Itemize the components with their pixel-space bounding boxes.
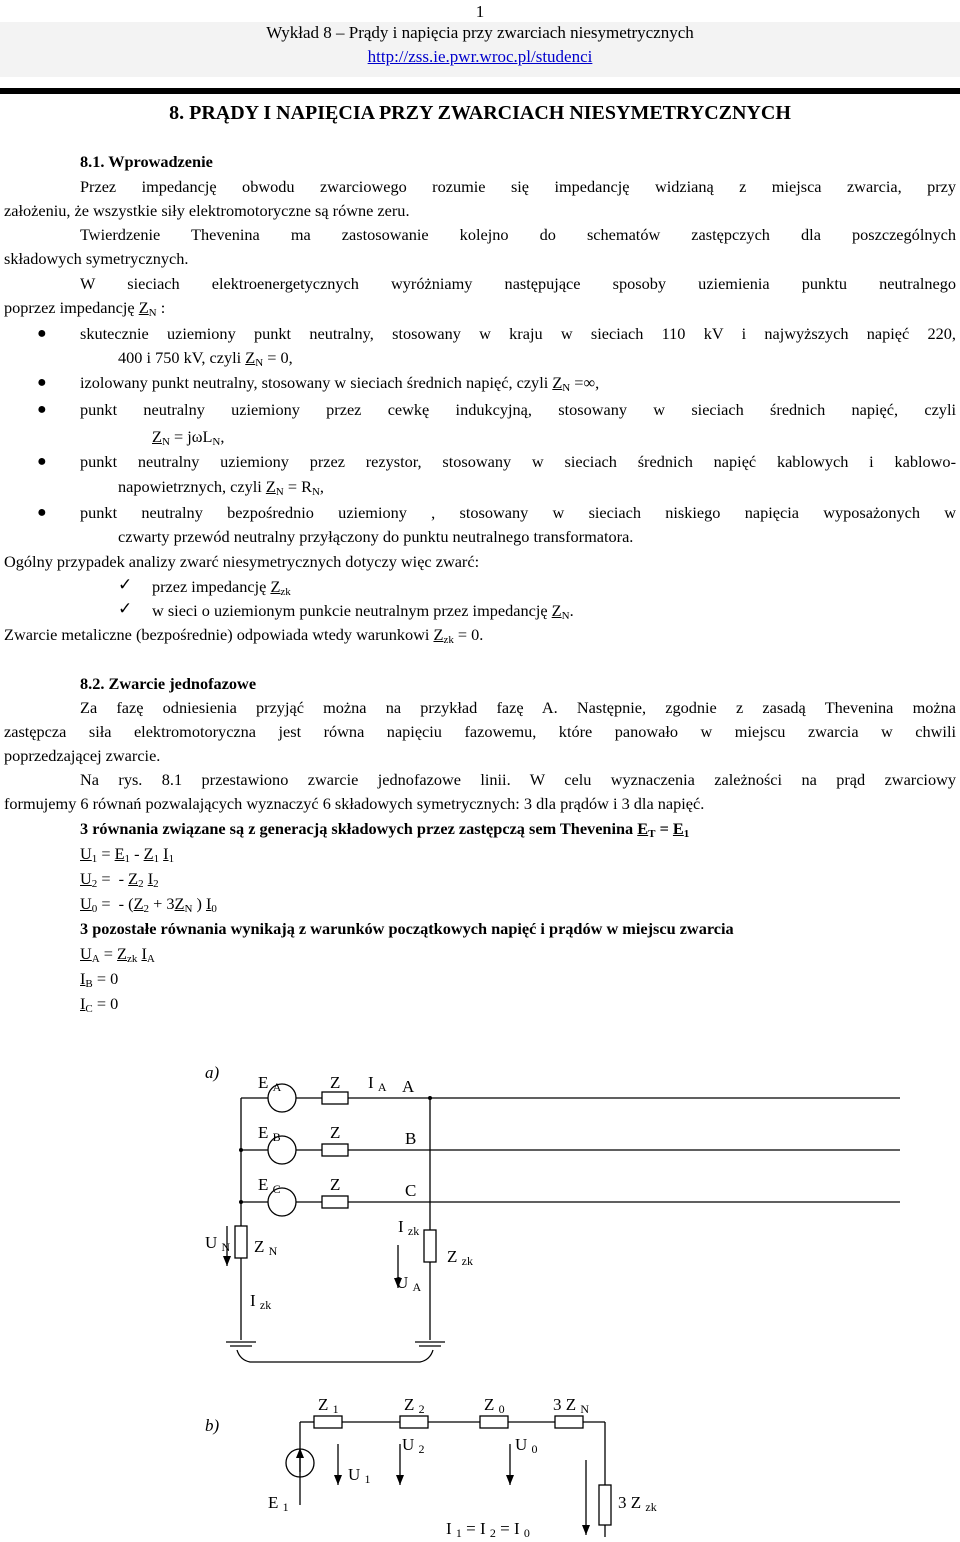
paragraph-line: Ogólny przypadek analizy zwarć niesymetrycznych dotyczy więc zwarć: [4,552,480,571]
list-item: skutecznie uziemiony punkt neutralny, stosowany w kraju w sieciach 110 kV i najwyższych napięć 220, [80,324,956,343]
diagram-label: 3 Z zk [618,1493,657,1514]
equations-heading-2: 3 pozostałe równania wynikają z warunków początkowych napięć i prądów w miejscu zwarcia [80,919,734,938]
page-header [0,0,960,95]
list-item: w sieci o uziemionym punkcie neutralnym przez impedancję $Z_N$. [152,601,574,622]
diagram-label: E 1 [268,1493,289,1514]
paragraph-line: Na rys. 8.1 przestawiono zwarcie jednofazowe linii. W celu wyznaczenia zależności na prąd zwarciowy [80,770,956,789]
diagram-label: I 1 = I 2 = I 0 [446,1519,530,1537]
diagram-label: I zk [250,1291,272,1312]
diagram-label: Z 1 [318,1395,339,1416]
check-icon: ✓ [118,599,133,618]
bullet-dot: ● [37,401,47,418]
equation: $I_B = 0$ [80,969,119,990]
diagram-label: A [402,1077,415,1096]
list-item-cont: napowietrznych, czyli $Z_N = R_N$, [118,477,324,498]
diagram-label: C [405,1181,417,1200]
equation: $U_2$ = - $Z_2$ $I_2$ [80,869,159,890]
diagram-label: U A [396,1273,422,1294]
bullet-dot: ● [37,453,47,470]
section-heading-8-1: 8.1. Wprowadzenie [80,152,213,171]
diagram-label: Z zk [447,1247,473,1268]
diagram-label: Z 2 [404,1395,425,1416]
diagram-label: Z [330,1073,341,1092]
bullet-dot: ● [37,504,47,521]
paragraph-line: Za fazę odniesienia przyjąć można na przykład fazę A. Następnie, zgodnie z zasadą Thevenina można [80,698,956,717]
page-number: 1 [475,2,485,21]
list-item: punkt neutralny uziemiony przez cewkę indukcyjną, stosowany w sieciach średnich napięć, czyli [80,400,956,419]
diagram-label: I A [368,1073,387,1094]
figure-8-1 [0,1040,960,1537]
diagram-label: Z N [254,1237,278,1258]
header-rule [0,88,960,94]
check-icon: ✓ [118,575,133,594]
paragraph-line: Twierdzenie Thevenina ma zastosowanie kolejno do schematów zastępczych dla poszczególnych [80,225,956,244]
paragraph-line: W sieciach elektroenergetycznych wyróżniamy następujące sposoby uziemienia punktu neutralnego [80,274,956,293]
diagram-label: E B [258,1123,281,1144]
diagram-label: E A [258,1073,282,1094]
paragraph-line: poprzedzającej zwarcie. [4,746,161,765]
paragraph-line: poprzez impedancję $Z_N$ : [4,298,166,319]
list-item: punkt neutralny bezpośrednio uziemiony , stosowany w sieciach niskiego napięcia wyposażonych w [80,503,956,522]
diagram-label: Z [330,1123,341,1142]
equations-heading-1: 3 równania związane są z generacją składowych przez zastępczą sem Thevenina $E_T = E_1$ [80,819,690,840]
list-item-cont: $Z_N = j\omega L_N$, [152,427,225,448]
list-item: przez impedancję $Z_{zk}$ [152,577,291,598]
chapter-title: 8. PRĄDY I NAPIĘCIA PRZY ZWARCIACH NIESYMETRYCZNYCH [169,102,791,124]
paragraph-line: formujemy 6 równań pozwalających wyznaczyć 6 składowych symetrycznych: 3 dla prądów i 3 dla napięć. [4,794,705,813]
diagram-label: U 2 [402,1435,425,1456]
list-item-cont: 400 i 750 kV, czyli $Z_N = 0$, [118,348,293,369]
diagram-label: Z [330,1175,341,1194]
lecture-title: Wykład 8 – Prądy i napięcia przy zwarciach niesymetrycznych [266,23,694,42]
figure-label-a: a) [205,1063,220,1082]
course-link[interactable]: http://zss.ie.pwr.wroc.pl/studenci [367,47,593,66]
equation: $U_1 = E_1 - Z_1$ $I_1$ [80,844,175,865]
diagram-label: U N [205,1233,231,1254]
paragraph-line: składowych symetrycznych. [4,249,189,268]
diagram-label: U 0 [515,1435,538,1456]
list-item-cont: czwarty przewód neutralny przyłączony do punktu neutralnego transformatora. [118,527,634,546]
paragraph-line: Zwarcie metaliczne (bezpośrednie) odpowiada wtedy warunkowi $Z_{zk} = 0$. [4,625,484,646]
equation: $U_0$ = - ($Z_2 + 3Z_N$ ) $I_0$ [80,894,217,915]
paragraph-line: Przez impedancję obwodu zwarciowego rozumie się impedancję widzianą z miejsca zwarcia, przy [80,177,956,196]
paragraph-line: zastępcza siła elektromotoryczna jest równa napięciu fazowemu, które panowało w miejscu zwarcia w chwili [4,722,956,741]
list-item: izolowany punkt neutralny, stosowany w sieciach średnich napięć, czyli $Z_N$ =∞, [80,373,600,394]
bullet-dot: ● [37,374,47,391]
figure-label-b: b) [205,1416,220,1435]
equation: $U_A = Z_{zk}$ $I_A$ [80,944,155,965]
diagram-label: Z 0 [484,1395,505,1416]
list-item: punkt neutralny uziemiony przez rezystor, stosowany w sieciach średnich napięć kablowych i kablowo- [80,452,956,471]
diagram-label: I zk [398,1217,420,1238]
bullet-dot: ● [37,325,47,342]
diagram-label: B [405,1129,417,1148]
diagram-label: U 1 [348,1465,371,1486]
equation: $I_C = 0$ [80,994,119,1015]
paragraph-line: założeniu, że wszystkie siły elektromotoryczne są równe zeru. [4,201,410,220]
diagram-label: 3 Z N [553,1395,590,1416]
diagram-label: E C [258,1175,281,1196]
section-heading-8-2: 8.2. Zwarcie jednofazowe [80,674,257,693]
circuit-diagram [0,1040,960,1537]
